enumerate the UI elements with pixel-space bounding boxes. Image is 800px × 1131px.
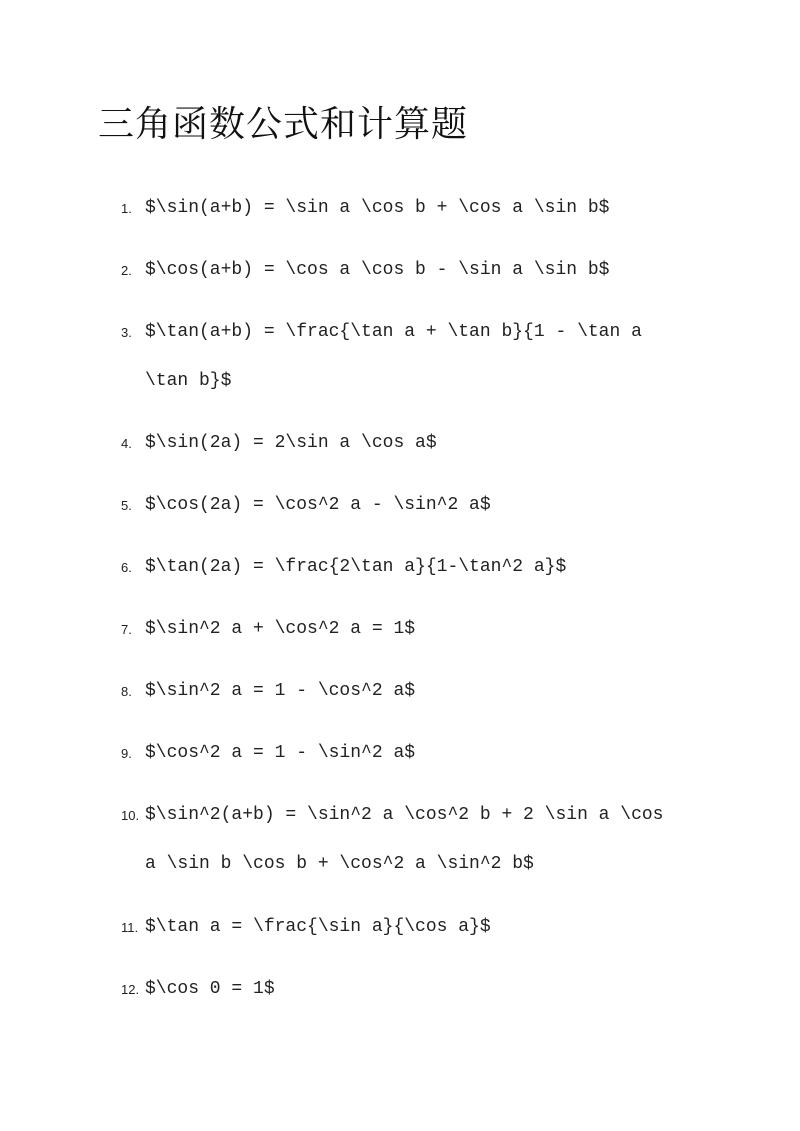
formula-text: a \sin b \cos b + \cos^2 a \sin^2 b$ (145, 854, 534, 874)
formula-text: $\tan(2a) = \frac{2\tan a}{1-\tan^2 a}$ (145, 557, 567, 577)
formula-text: $\sin^2(a+b) = \sin^2 a \cos^2 b + 2 \sin a \cos (145, 805, 664, 825)
formula-text: $\sin(a+b) = \sin a \cos b + \cos a \sin b$ (145, 198, 610, 218)
list-item-number: 2. (121, 263, 132, 278)
list-item-number: 8. (121, 684, 132, 699)
list-item-number: 1. (121, 201, 132, 216)
list-item-number: 5. (121, 498, 132, 513)
formula-text: $\sin^2 a + \cos^2 a = 1$ (145, 619, 416, 639)
formula-text: $\tan a = \frac{\sin a}{\cos a}$ (145, 917, 491, 937)
list-item-number: 6. (121, 560, 132, 575)
formula-text: $\cos(2a) = \cos^2 a - \sin^2 a$ (145, 495, 491, 515)
list-item-number: 11. (121, 920, 139, 935)
list-item-number: 10. (121, 808, 140, 823)
list-item-number: 4. (121, 436, 132, 451)
list-item-number: 12. (121, 982, 140, 997)
formula-text: $\sin(2a) = 2\sin a \cos a$ (145, 433, 437, 453)
formula-text: \tan b}$ (145, 371, 232, 391)
list-item-number: 3. (121, 325, 132, 340)
list-item-number: 9. (121, 746, 132, 761)
formula-text: $\cos(a+b) = \cos a \cos b - \sin a \sin b$ (145, 260, 610, 280)
formula-text: $\cos 0 = 1$ (145, 979, 275, 999)
list-item-number: 7. (121, 622, 132, 637)
formula-text: $\cos^2 a = 1 - \sin^2 a$ (145, 743, 416, 763)
page-title: 三角函数公式和计算题 (98, 104, 469, 145)
formula-text: $\tan(a+b) = \frac{\tan a + \tan b}{1 - \tan a (145, 322, 642, 342)
formula-text: $\sin^2 a = 1 - \cos^2 a$ (145, 681, 416, 701)
